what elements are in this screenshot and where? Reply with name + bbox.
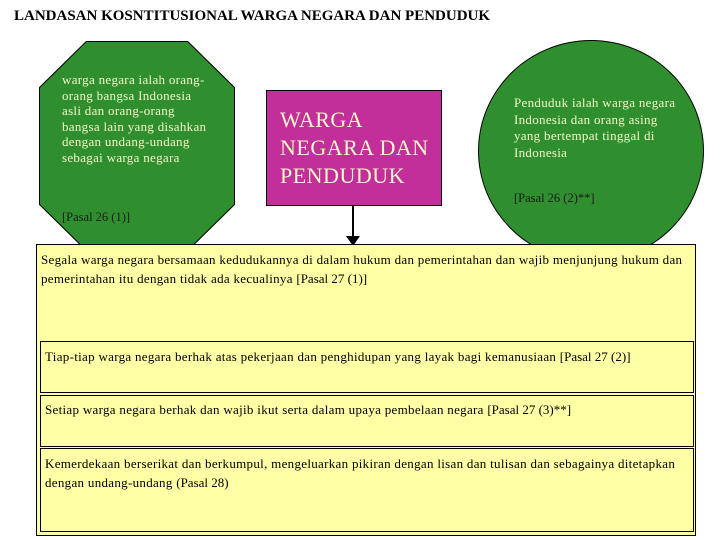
page-title: LANDASAN KOSNTITUSIONAL WARGA NEGARA DAN PENDUDUK bbox=[14, 8, 491, 24]
pasal-27-2-reference: [Pasal 27 (2)] bbox=[559, 349, 631, 364]
pasal-26-1-reference: [Pasal 26 (1)] bbox=[62, 210, 131, 224]
pasal-27-2-box bbox=[40, 341, 694, 393]
center-box-title: WARGA NEGARA DAN PENDUDUK bbox=[280, 107, 429, 188]
pasal-28-reference: (Pasal 28) bbox=[176, 475, 229, 490]
pasal-27-3-text: Setiap warga negara berhak dan wajib ikut serta dalam upaya pembelaan negara bbox=[45, 402, 484, 417]
pasal-26-2-reference: [Pasal 26 (2)**] bbox=[514, 191, 595, 205]
pasal-27-1-text: Segala warga negara bersamaan kedudukannya di dalam hukum dan pemerintahan dan wajib menjunjung hukum dan pemerintahan itu dengan tidak ada kecualinya bbox=[41, 252, 683, 286]
pasal-27-1-reference: [Pasal 27 (1)] bbox=[296, 271, 368, 286]
connector-line bbox=[352, 206, 354, 240]
penduduk-definition: Penduduk ialah warga negara Indonesia dan orang asing yang bertempat tinggal di Indonesia bbox=[514, 95, 676, 160]
pasal-27-3-box bbox=[40, 395, 694, 447]
pasal-28-text: Kemerdekaan berserikat dan berkumpul, mengeluarkan pikiran dengan lisan dan tulisan dan sebagainya ditetapkan dengan undang-undang bbox=[45, 456, 676, 490]
pasal-27-3-reference: [Pasal 27 (3)**] bbox=[487, 402, 572, 417]
pasal-28-box bbox=[40, 448, 694, 532]
pasal-27-2-text: Tiap-tiap warga negara berhak atas pekerjaan dan penghidupan yang layak bagi kemanusiaan bbox=[45, 349, 557, 364]
warga-negara-definition: warga negara ialah orang-orang bangsa Indonesia asli dan orang-orang bangsa lain yang disahkan dengan undang-undang sebagai warga negara bbox=[62, 72, 207, 165]
